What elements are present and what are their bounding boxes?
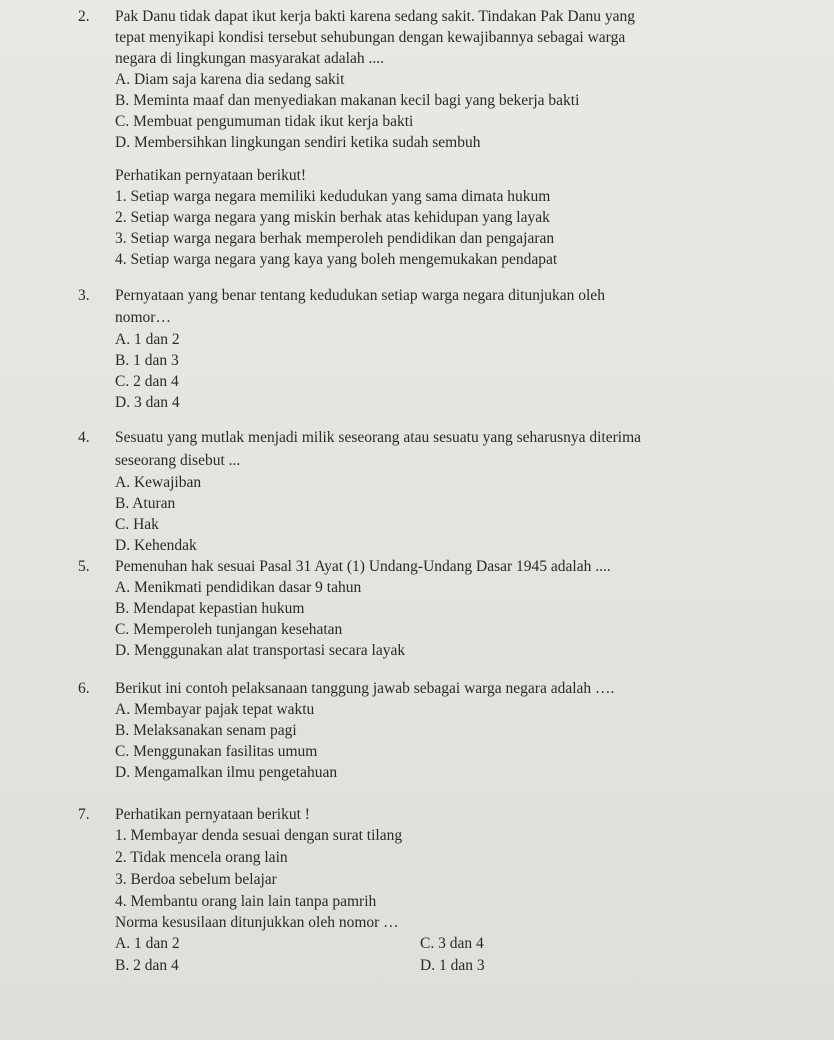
statement-3: 3. Setiap warga negara berhak memperoleh pendidikan dan pengajaran [115,230,555,247]
statements-heading: Perhatikan pernyataan berikut! [115,167,307,184]
question-4-text-line-2: seseorang disebut ... [115,452,241,469]
question-2-number: 2. [78,8,90,25]
question-3-text-line-1: Pernyataan yang benar tentang kedudukan setiap warga negara ditunjukan oleh [115,287,605,304]
question-2-option-d: D. Membersihkan lingkungan sendiri ketika sudah sembuh [115,134,481,151]
question-7-option-b: B. 2 dan 4 [115,957,179,974]
question-7-heading: Perhatikan pernyataan berikut ! [115,806,310,823]
question-7-statement-2: 2. Tidak mencela orang lain [115,849,288,866]
question-2-text-line-3: negara di lingkungan masyarakat adalah .... [115,50,384,67]
question-5-option-a: A. Menikmati pendidikan dasar 9 tahun [115,579,362,596]
question-5-number: 5. [78,558,90,575]
question-4-option-d: D. Kehendak [115,537,197,554]
question-3-option-b: B. 1 dan 3 [115,352,179,369]
question-6-text-line-1: Berikut ini contoh pelaksanaan tanggung jawab sebagai warga negara adalah …. [115,680,615,697]
question-3-option-d: D. 3 dan 4 [115,394,180,411]
question-7-statement-4: 4. Membantu orang lain lain tanpa pamrih [115,893,377,910]
question-2-text-line-2: tepat menyikapi kondisi tersebut sehubungan dengan kewajibannya sebagai warga [115,29,626,46]
question-5-text-line-1: Pemenuhan hak sesuai Pasal 31 Ayat (1) Undang-Undang Dasar 1945 adalah .... [115,558,611,575]
question-4-option-b: B. Aturan [115,495,176,512]
question-7-statement-1: 1. Membayar denda sesuai dengan surat tilang [115,827,403,844]
question-6-option-c: C. Menggunakan fasilitas umum [115,743,318,760]
question-2-text-line-1: Pak Danu tidak dapat ikut kerja bakti karena sedang sakit. Tindakan Pak Danu yang [115,8,635,25]
question-3-option-a: A. 1 dan 2 [115,331,180,348]
question-5-option-c: C. Memperoleh tunjangan kesehatan [115,621,343,638]
question-7-option-d: D. 1 dan 3 [420,957,485,974]
question-4-option-a: A. Kewajiban [115,474,202,491]
question-6-number: 6. [78,680,90,697]
question-7-option-a: A. 1 dan 2 [115,935,180,952]
statement-4: 4. Setiap warga negara yang kaya yang boleh mengemukakan pendapat [115,251,558,268]
question-7-question: Norma kesusilaan ditunjukkan oleh nomor … [115,914,399,931]
question-2-option-a: A. Diam saja karena dia sedang sakit [115,71,345,88]
question-4-number: 4. [78,429,90,446]
question-6-option-a: A. Membayar pajak tepat waktu [115,701,315,718]
question-5-option-d: D. Menggunakan alat transportasi secara layak [115,642,406,659]
question-7-statement-3: 3. Berdoa sebelum belajar [115,871,277,888]
question-7-number: 7. [78,806,90,823]
question-4-option-c: C. Hak [115,516,159,533]
question-6-option-d: D. Mengamalkan ilmu pengetahuan [115,764,338,781]
statement-2: 2. Setiap warga negara yang miskin berhak atas kehidupan yang layak [115,209,550,226]
question-3-option-c: C. 2 dan 4 [115,373,179,390]
question-2-option-c: C. Membuat pengumuman tidak ikut kerja bakti [115,113,414,130]
question-5-option-b: B. Mendapat kepastian hukum [115,600,305,617]
question-3-text-line-2: nomor… [115,309,171,326]
question-3-number: 3. [78,287,90,304]
question-4-text-line-1: Sesuatu yang mutlak menjadi milik seseorang atau sesuatu yang seharusnya diterima [115,429,642,446]
question-7-option-c: C. 3 dan 4 [420,935,484,952]
question-2-option-b: B. Meminta maaf dan menyediakan makanan kecil bagi yang bekerja bakti [115,92,580,109]
question-6-option-b: B. Melaksanakan senam pagi [115,722,297,739]
statement-1: 1. Setiap warga negara memiliki kedudukan yang sama dimata hukum [115,188,551,205]
